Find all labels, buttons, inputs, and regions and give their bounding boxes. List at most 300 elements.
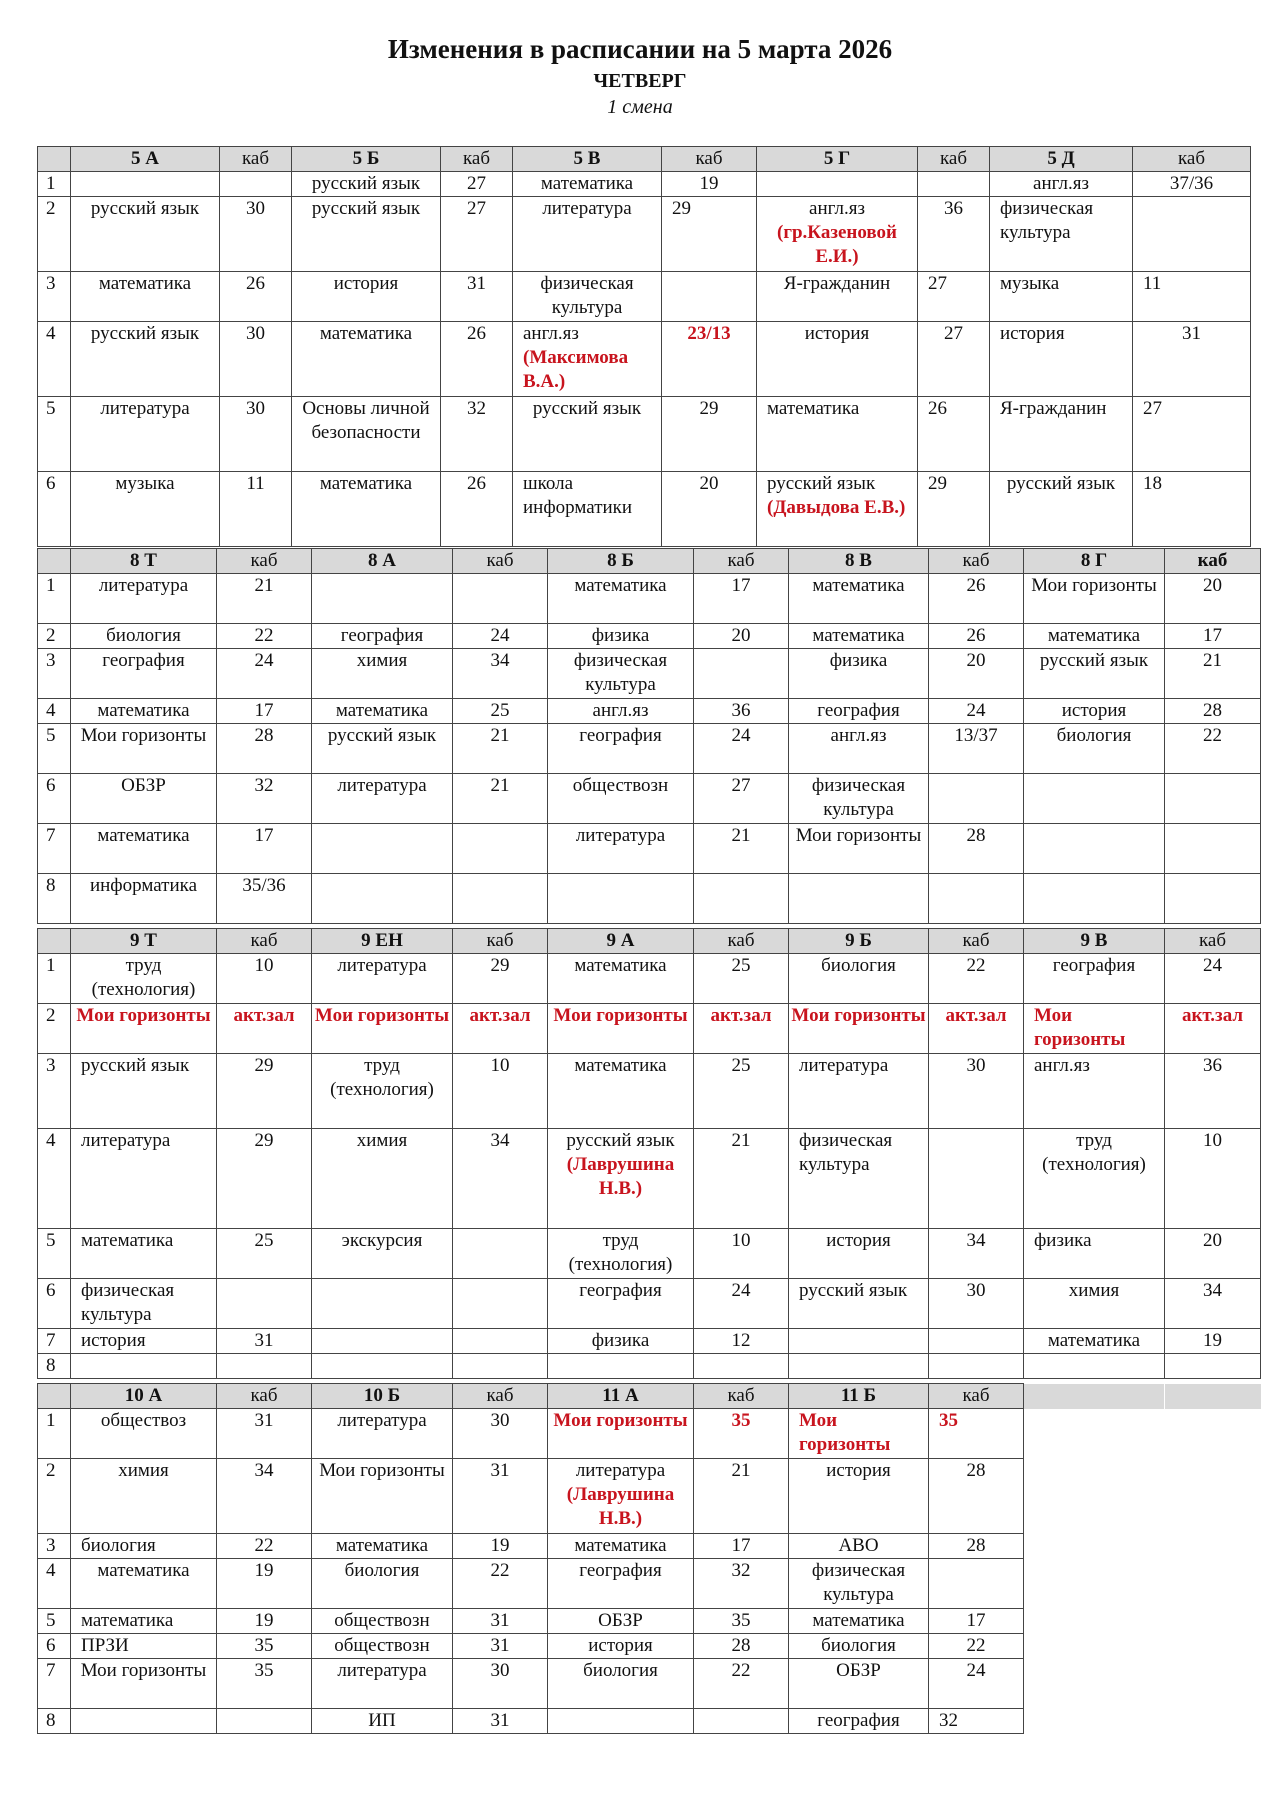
room-text: 29 bbox=[672, 198, 691, 219]
lesson-cell bbox=[1024, 1229, 1165, 1279]
room-column-header: каб bbox=[929, 929, 1024, 954]
room-cell bbox=[217, 1559, 312, 1609]
lesson-text: 7 bbox=[46, 1660, 56, 1681]
lesson-cell bbox=[312, 1559, 453, 1609]
room-cell bbox=[694, 1329, 789, 1354]
lesson-text: англ.яз bbox=[592, 700, 649, 721]
room-cell bbox=[929, 824, 1024, 874]
period-number bbox=[38, 1659, 71, 1709]
room-cell bbox=[929, 649, 1024, 699]
lesson-cell bbox=[312, 1004, 453, 1054]
lesson-cell bbox=[292, 397, 441, 472]
lesson-text: история bbox=[826, 1460, 891, 1481]
room-cell bbox=[929, 954, 1024, 1004]
lesson-text: география bbox=[817, 1710, 900, 1731]
lesson-text: 2 bbox=[46, 1460, 56, 1481]
room-text: 27 bbox=[1143, 398, 1162, 419]
period-column-header bbox=[38, 1384, 71, 1409]
room-text: 20 bbox=[699, 473, 719, 494]
room-cell bbox=[1165, 699, 1261, 724]
lesson-cell bbox=[312, 1409, 453, 1459]
lesson-cell bbox=[312, 774, 453, 824]
lesson-cell bbox=[71, 699, 217, 724]
lesson-cell bbox=[312, 649, 453, 699]
table-row bbox=[38, 472, 1251, 547]
room-text: 30 bbox=[246, 323, 265, 344]
lesson-text: география bbox=[817, 700, 900, 721]
room-text: 32 bbox=[254, 775, 274, 796]
lesson-text: физическая культура bbox=[1000, 198, 1094, 243]
room-cell bbox=[453, 824, 548, 874]
room-text: 24 bbox=[490, 625, 510, 646]
room-cell bbox=[217, 1659, 312, 1709]
room-cell bbox=[1165, 624, 1261, 649]
lesson-cell bbox=[757, 472, 918, 547]
period-number bbox=[38, 1279, 71, 1329]
lesson-cell bbox=[990, 322, 1133, 397]
room-text: 23/13 bbox=[687, 323, 731, 344]
room-cell bbox=[694, 774, 789, 824]
lesson-cell bbox=[548, 1004, 694, 1054]
lesson-text: русский язык bbox=[311, 198, 421, 219]
room-text: 30 bbox=[966, 1280, 986, 1301]
room-cell bbox=[453, 699, 548, 724]
period-number bbox=[38, 699, 71, 724]
room-cell bbox=[918, 272, 990, 322]
room-text: 21 bbox=[1203, 650, 1222, 671]
schedule-table-grade-10-11 bbox=[37, 1383, 1261, 1734]
room-cell bbox=[929, 1054, 1024, 1129]
lesson-text: Мои горизонты bbox=[76, 1005, 211, 1026]
lesson-text: русский язык bbox=[90, 198, 200, 219]
lesson-text: русский язык bbox=[1039, 650, 1149, 671]
lesson-cell bbox=[548, 1279, 694, 1329]
lesson-text: литература bbox=[100, 398, 190, 419]
lesson-cell bbox=[548, 824, 694, 874]
table-row bbox=[38, 1354, 1261, 1379]
room-cell bbox=[217, 1709, 312, 1734]
room-text: 28 bbox=[966, 1535, 986, 1556]
table-row bbox=[38, 954, 1261, 1004]
room-cell bbox=[918, 172, 990, 197]
room-cell bbox=[1165, 1534, 1261, 1559]
lesson-text: математика bbox=[1047, 625, 1141, 646]
class-column-header: 11 А bbox=[548, 1384, 694, 1409]
lesson-text: биология bbox=[583, 1660, 658, 1681]
lesson-text: англ.яз bbox=[523, 323, 579, 344]
lesson-cell bbox=[71, 874, 217, 924]
lesson-cell bbox=[1024, 624, 1165, 649]
room-cell bbox=[694, 724, 789, 774]
room-text: 24 bbox=[966, 700, 986, 721]
lesson-cell bbox=[990, 197, 1133, 272]
room-text: 17 bbox=[254, 825, 274, 846]
lesson-text: физика bbox=[829, 650, 888, 671]
lesson-text: математика bbox=[81, 1610, 174, 1631]
lesson-cell bbox=[548, 649, 694, 699]
period-number bbox=[38, 1129, 71, 1229]
lesson-text: история bbox=[333, 273, 399, 294]
room-text: 19 bbox=[254, 1560, 274, 1581]
room-cell bbox=[1165, 1229, 1261, 1279]
room-text: 19 bbox=[254, 1610, 274, 1631]
period-number bbox=[38, 1609, 71, 1634]
table-row bbox=[38, 699, 1261, 724]
room-text: 13/37 bbox=[954, 725, 998, 746]
room-text: 24 bbox=[731, 725, 751, 746]
room-cell bbox=[1133, 172, 1251, 197]
room-cell bbox=[441, 197, 513, 272]
lesson-cell bbox=[312, 1634, 453, 1659]
lesson-text: Мои горизонты bbox=[553, 1410, 688, 1431]
room-cell bbox=[453, 1329, 548, 1354]
room-cell bbox=[662, 397, 757, 472]
room-cell bbox=[1165, 1709, 1261, 1734]
period-number bbox=[38, 322, 71, 397]
lesson-cell bbox=[1024, 1659, 1165, 1709]
room-cell bbox=[694, 824, 789, 874]
table-row bbox=[38, 824, 1261, 874]
lesson-cell bbox=[548, 724, 694, 774]
room-column-header: каб bbox=[441, 147, 513, 172]
table-row bbox=[38, 774, 1261, 824]
room-cell bbox=[220, 197, 292, 272]
lesson-text: русский язык bbox=[767, 473, 876, 494]
period-number bbox=[38, 397, 71, 472]
room-text: акт.зал bbox=[1181, 1005, 1244, 1026]
room-cell bbox=[217, 1279, 312, 1329]
table-header-row bbox=[38, 1384, 1261, 1409]
lesson-text: Основы личной безопасности bbox=[302, 398, 430, 443]
lesson-cell bbox=[312, 954, 453, 1004]
room-cell bbox=[662, 197, 757, 272]
lesson-text: химия bbox=[1068, 1280, 1120, 1301]
room-cell bbox=[694, 1409, 789, 1459]
schedule-table-grade-8 bbox=[37, 548, 1261, 924]
lesson-cell bbox=[1024, 1709, 1165, 1734]
lesson-text: англ.яз bbox=[809, 198, 865, 219]
period-number bbox=[38, 197, 71, 272]
room-cell bbox=[1165, 1659, 1261, 1709]
room-text: 21 bbox=[490, 775, 510, 796]
lesson-text: 1 bbox=[46, 575, 56, 596]
room-cell bbox=[1165, 1354, 1261, 1379]
class-column-header bbox=[1024, 1384, 1165, 1409]
room-text: 36 bbox=[731, 700, 751, 721]
lesson-text: 6 bbox=[46, 775, 56, 796]
teacher-note: (гр.Казеновой Е.И.) bbox=[777, 222, 897, 267]
room-cell bbox=[217, 1329, 312, 1354]
room-cell bbox=[217, 824, 312, 874]
lesson-cell bbox=[789, 624, 929, 649]
room-cell bbox=[453, 1129, 548, 1229]
lesson-cell bbox=[548, 1229, 694, 1279]
room-text: 11 bbox=[1143, 273, 1162, 294]
lesson-cell bbox=[757, 272, 918, 322]
table-row bbox=[38, 1534, 1261, 1559]
lesson-text: АВО bbox=[838, 1535, 879, 1556]
room-text: акт.зал bbox=[469, 1005, 531, 1026]
lesson-cell bbox=[71, 1054, 217, 1129]
room-text: 21 bbox=[490, 725, 510, 746]
room-cell bbox=[1165, 1459, 1261, 1534]
table-row bbox=[38, 172, 1251, 197]
room-column-header bbox=[1165, 1384, 1261, 1409]
lesson-text: 6 bbox=[46, 1280, 56, 1301]
period-number bbox=[38, 172, 71, 197]
lesson-cell bbox=[1024, 1054, 1165, 1129]
room-text: 29 bbox=[490, 955, 510, 976]
lesson-text: математика bbox=[812, 575, 905, 596]
room-text: 11 bbox=[246, 473, 265, 494]
table-row bbox=[38, 197, 1251, 272]
room-text: 25 bbox=[731, 1055, 751, 1076]
lesson-text: экскурсия bbox=[341, 1230, 423, 1251]
room-text: 22 bbox=[1203, 725, 1222, 746]
lesson-text: 5 bbox=[46, 725, 56, 746]
lesson-cell bbox=[312, 1659, 453, 1709]
room-cell bbox=[453, 1609, 548, 1634]
lesson-cell bbox=[292, 197, 441, 272]
period-number bbox=[38, 472, 71, 547]
lesson-text: обществозн bbox=[334, 1610, 430, 1631]
room-text: 22 bbox=[966, 955, 986, 976]
lesson-text: математика bbox=[574, 955, 667, 976]
period-number bbox=[38, 1634, 71, 1659]
lesson-cell bbox=[789, 824, 929, 874]
room-text: 35 bbox=[731, 1410, 751, 1431]
room-text: акт.зал bbox=[233, 1005, 295, 1026]
lesson-text: ОБЗР bbox=[836, 1660, 881, 1681]
lesson-text: 5 bbox=[46, 398, 56, 419]
lesson-text: история bbox=[804, 323, 870, 344]
room-cell bbox=[453, 649, 548, 699]
class-column-header: 9 Б bbox=[789, 929, 929, 954]
lesson-text: русский язык bbox=[799, 1280, 908, 1301]
lesson-text: физическая культура bbox=[540, 273, 634, 318]
room-cell bbox=[662, 472, 757, 547]
room-cell bbox=[694, 1354, 789, 1379]
lesson-text: литература bbox=[337, 775, 427, 796]
lesson-text: математика bbox=[574, 1535, 667, 1556]
lesson-text: 6 bbox=[46, 473, 56, 494]
room-text: 26 bbox=[966, 575, 986, 596]
lesson-cell bbox=[548, 699, 694, 724]
room-cell bbox=[220, 272, 292, 322]
room-cell bbox=[1165, 724, 1261, 774]
room-cell bbox=[453, 1659, 548, 1709]
room-cell bbox=[694, 1534, 789, 1559]
lesson-text: 2 bbox=[46, 198, 56, 219]
room-text: 30 bbox=[490, 1660, 510, 1681]
lesson-text: химия bbox=[356, 650, 408, 671]
room-cell bbox=[918, 322, 990, 397]
lesson-text: математика bbox=[335, 700, 429, 721]
lesson-cell bbox=[789, 699, 929, 724]
lesson-text: математика bbox=[574, 575, 667, 596]
teacher-note: (Лаврушина Н.В.) bbox=[566, 1484, 675, 1529]
lesson-text: биология bbox=[821, 955, 896, 976]
lesson-text: биология bbox=[821, 1635, 896, 1656]
room-cell bbox=[441, 172, 513, 197]
lesson-text: 3 bbox=[46, 650, 56, 671]
lesson-cell bbox=[71, 1129, 217, 1229]
class-column-header: 5 Г bbox=[757, 147, 918, 172]
room-cell bbox=[929, 1534, 1024, 1559]
room-text: 29 bbox=[254, 1130, 274, 1151]
lesson-text: русский язык bbox=[532, 398, 642, 419]
table-row bbox=[38, 1609, 1261, 1634]
room-text: акт.зал bbox=[945, 1005, 1007, 1026]
lesson-cell bbox=[513, 397, 662, 472]
room-text: 26 bbox=[467, 473, 486, 494]
class-column-header: 8 Б bbox=[548, 549, 694, 574]
room-cell bbox=[217, 774, 312, 824]
period-number bbox=[38, 1229, 71, 1279]
lesson-cell bbox=[71, 1279, 217, 1329]
room-cell bbox=[929, 1004, 1024, 1054]
room-cell bbox=[1165, 1054, 1261, 1129]
lesson-cell bbox=[990, 397, 1133, 472]
lesson-cell bbox=[513, 322, 662, 397]
table-row bbox=[38, 1004, 1261, 1054]
lesson-cell bbox=[312, 699, 453, 724]
lesson-cell bbox=[1024, 874, 1165, 924]
lesson-cell bbox=[71, 624, 217, 649]
lesson-text: обществоз bbox=[100, 1410, 187, 1431]
lesson-cell bbox=[548, 1659, 694, 1709]
lesson-cell bbox=[548, 1329, 694, 1354]
room-cell bbox=[929, 1329, 1024, 1354]
lesson-text: литература bbox=[799, 1055, 889, 1076]
table-row bbox=[38, 322, 1251, 397]
room-column-header: каб bbox=[217, 549, 312, 574]
schedule-table-grade-9 bbox=[37, 928, 1261, 1379]
room-cell bbox=[217, 624, 312, 649]
period-column-header bbox=[38, 549, 71, 574]
lesson-text: 5 bbox=[46, 1610, 56, 1631]
lesson-cell bbox=[1024, 649, 1165, 699]
lesson-cell bbox=[71, 1329, 217, 1354]
lesson-text: 6 bbox=[46, 1635, 56, 1656]
lesson-cell bbox=[990, 172, 1133, 197]
room-text: 20 bbox=[1203, 575, 1222, 596]
lesson-text: Мои горизонты bbox=[553, 1005, 688, 1026]
lesson-text: Мои горизонты bbox=[795, 825, 922, 846]
room-cell bbox=[694, 699, 789, 724]
table-row bbox=[38, 1709, 1261, 1734]
room-column-header: каб bbox=[694, 1384, 789, 1409]
lesson-text: 7 bbox=[46, 825, 56, 846]
room-text: 27 bbox=[731, 775, 751, 796]
lesson-cell bbox=[312, 1054, 453, 1129]
lesson-cell bbox=[789, 874, 929, 924]
room-text: 10 bbox=[490, 1055, 510, 1076]
room-cell bbox=[929, 1459, 1024, 1534]
lesson-text: 8 bbox=[46, 1710, 56, 1731]
lesson-text: 4 bbox=[46, 323, 56, 344]
room-cell bbox=[441, 397, 513, 472]
class-column-header: 9 В bbox=[1024, 929, 1165, 954]
lesson-cell bbox=[71, 1534, 217, 1559]
lesson-cell bbox=[789, 1279, 929, 1329]
lesson-text: математика bbox=[319, 323, 413, 344]
room-cell bbox=[453, 1559, 548, 1609]
period-column-header bbox=[38, 147, 71, 172]
weekday-label: ЧЕТВЕРГ bbox=[593, 70, 687, 92]
room-text: 34 bbox=[490, 1130, 510, 1151]
room-cell bbox=[1165, 1559, 1261, 1609]
room-cell bbox=[217, 649, 312, 699]
lesson-cell bbox=[789, 774, 929, 824]
room-text: 35 bbox=[939, 1410, 958, 1431]
table-row bbox=[38, 397, 1251, 472]
lesson-cell bbox=[548, 574, 694, 624]
room-text: 31 bbox=[467, 273, 486, 294]
lesson-cell bbox=[548, 1534, 694, 1559]
room-cell bbox=[694, 1279, 789, 1329]
room-text: 26 bbox=[467, 323, 486, 344]
room-cell bbox=[217, 574, 312, 624]
table-row bbox=[38, 624, 1261, 649]
lesson-cell bbox=[548, 1609, 694, 1634]
lesson-text: ОБЗР bbox=[121, 775, 166, 796]
lesson-text: музыка bbox=[115, 473, 175, 494]
room-cell bbox=[929, 1559, 1024, 1609]
lesson-cell bbox=[1024, 774, 1165, 824]
room-cell bbox=[694, 1004, 789, 1054]
room-cell bbox=[694, 624, 789, 649]
room-text: 22 bbox=[254, 625, 274, 646]
room-text: 29 bbox=[699, 398, 719, 419]
lesson-cell bbox=[548, 1409, 694, 1459]
lesson-cell bbox=[71, 1609, 217, 1634]
room-column-header: каб bbox=[1133, 147, 1251, 172]
room-cell bbox=[441, 272, 513, 322]
lesson-text: англ.яз bbox=[1033, 173, 1089, 194]
lesson-text: математика bbox=[319, 473, 413, 494]
room-text: 28 bbox=[966, 1460, 986, 1481]
lesson-cell bbox=[312, 824, 453, 874]
table-row bbox=[38, 574, 1261, 624]
lesson-text: биология bbox=[1056, 725, 1132, 746]
lesson-text: литература bbox=[337, 955, 427, 976]
period-number bbox=[38, 1709, 71, 1734]
lesson-cell bbox=[71, 1659, 217, 1709]
lesson-text: физическая культура bbox=[811, 775, 906, 820]
lesson-cell bbox=[71, 1229, 217, 1279]
lesson-text: география bbox=[1052, 955, 1136, 976]
room-cell bbox=[1133, 197, 1251, 272]
lesson-cell bbox=[1024, 1279, 1165, 1329]
lesson-text: литература bbox=[98, 575, 189, 596]
room-cell bbox=[220, 322, 292, 397]
room-text: 35/36 bbox=[242, 875, 286, 896]
period-number bbox=[38, 1409, 71, 1459]
room-text: 24 bbox=[1203, 955, 1222, 976]
lesson-cell bbox=[312, 1459, 453, 1534]
room-text: 22 bbox=[254, 1535, 274, 1556]
class-column-header: 9 ЕН bbox=[312, 929, 453, 954]
room-text: 31 bbox=[490, 1610, 510, 1631]
room-text: 36 bbox=[1203, 1055, 1222, 1076]
lesson-cell bbox=[312, 1229, 453, 1279]
period-column-header bbox=[38, 929, 71, 954]
lesson-cell bbox=[71, 724, 217, 774]
room-cell bbox=[1133, 397, 1251, 472]
lesson-text: 4 bbox=[46, 700, 56, 721]
lesson-text: Мои горизонты bbox=[319, 1460, 445, 1481]
